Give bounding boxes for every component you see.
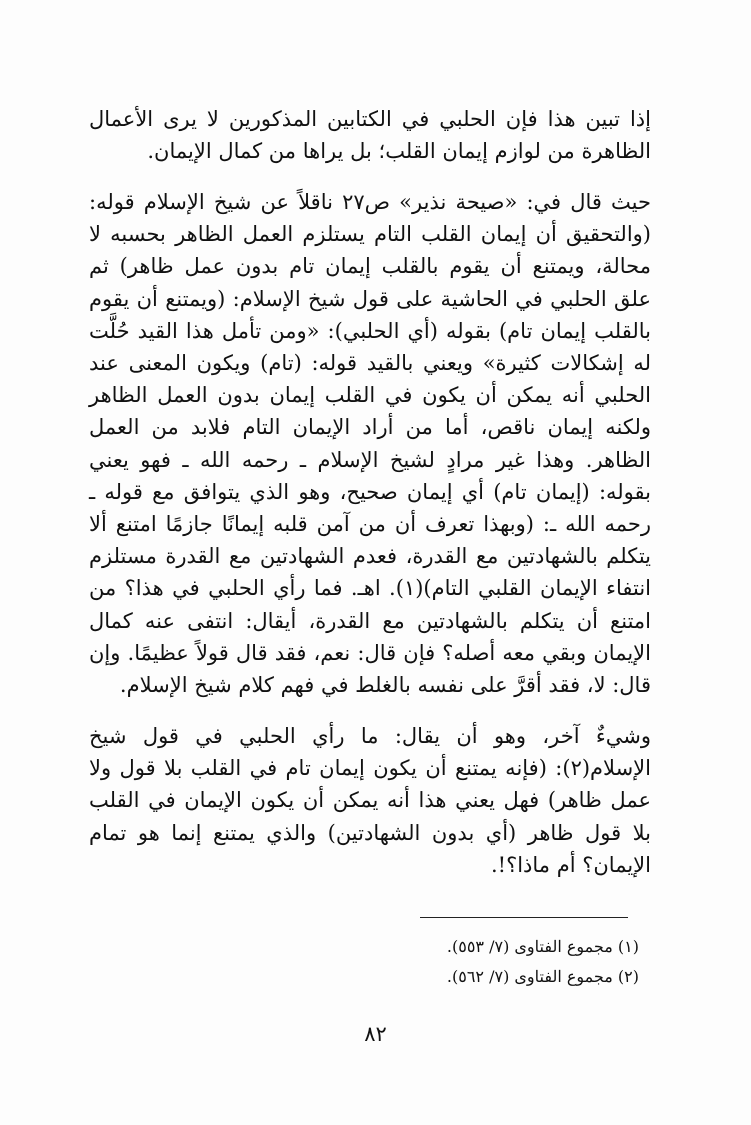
paragraph-text: حيث قال في: «صيحة نذير» ص٢٧ ناقلاً عن شيخ الإسلام قوله: (والتحقيق أن إيمان القلب التام يستلزم العمل الظاهر بحسبه لا محالة، ويمتنع أن يقوم بالقلب إيمان تام بدون عمل ظاهر) ثم علق الحلبي في الحاشية على قول شيخ الإسلام: (ويمتنع أن يقوم بالقلب إيمان تام) بقوله (أي الحلبي): «ومن تأمل هذا القيد حُلَّت له إشكالات كثيرة» ويعني بالقيد قوله: (تام) ويكون المعنى عند الحلبي أنه يمكن أن يكون في القلب إيمان بدون العمل الظاهر ولكنه إيمان ناقص، أما من أراد الإيمان التام فلابد من العمل الظاهر. وهذا غير مرادٍ لشيخ الإسلام ـ رحمه الله ـ فهو يعني بقوله: (إيمان تام) أي إيمان صحيح، وهو الذي يتوافق مع قوله ـ رحمه الله ـ: (وبهذا تعرف أن من آمن قلبه إيمانًا جازمًا امتنع ألا يتكلم بالشهادتين مع القدرة، فعدم الشهادتين مع القدرة مستلزم انتفاء الإيمان القلبي التام)(١). اهـ. فما رأي الحلبي في هذا؟ من امتنع أن يتكلم بالشهادتين مع القدرة، أيقال: انتفى عنه كمال الإيمان وبقي معه أصله؟ فإن قال: نعم، فقد قال قولاً عظيمًا. وإن قال: لا، فقد أقرَّ على نفسه بالغلط في فهم كلام شيخ الإسلام.	[89, 190, 651, 698]
paragraph-3	[89, 720, 651, 881]
paragraph-text: إذا تبين هذا فإن الحلبي في الكتابين المذكورين لا يرى الأعمال الظاهرة من لوازم إيمان القلب؛ بل يراها من كمال الإيمان.	[89, 107, 651, 164]
page-number: ٨٢	[364, 1022, 387, 1046]
footnotes	[239, 932, 639, 992]
footnote-1: (١) مجموع الفتاوى (٧/ ٥٥٣).	[446, 937, 639, 956]
paragraph-2	[89, 186, 651, 701]
paragraph-1	[89, 103, 651, 167]
footnote-divider	[420, 917, 628, 918]
paragraph-text: وشيءٌ آخر، وهو أن يقال: ما رأي الحلبي في قول شيخ الإسلام(٢): (فإنه يمتنع أن يكون إيمان تام في القلب بلا قول ولا عمل ظاهر) فهل يعني هذا أنه يمكن أن يكون الإيمان في القلب بلا قول ظاهر (أي بدون الشهادتين) والذي يمتنع إنما هو تمام الإيمان؟ أم ماذا؟!.	[89, 724, 651, 877]
footnote-2: (٢) مجموع الفتاوى (٧/ ٥٦٢).	[446, 967, 639, 986]
